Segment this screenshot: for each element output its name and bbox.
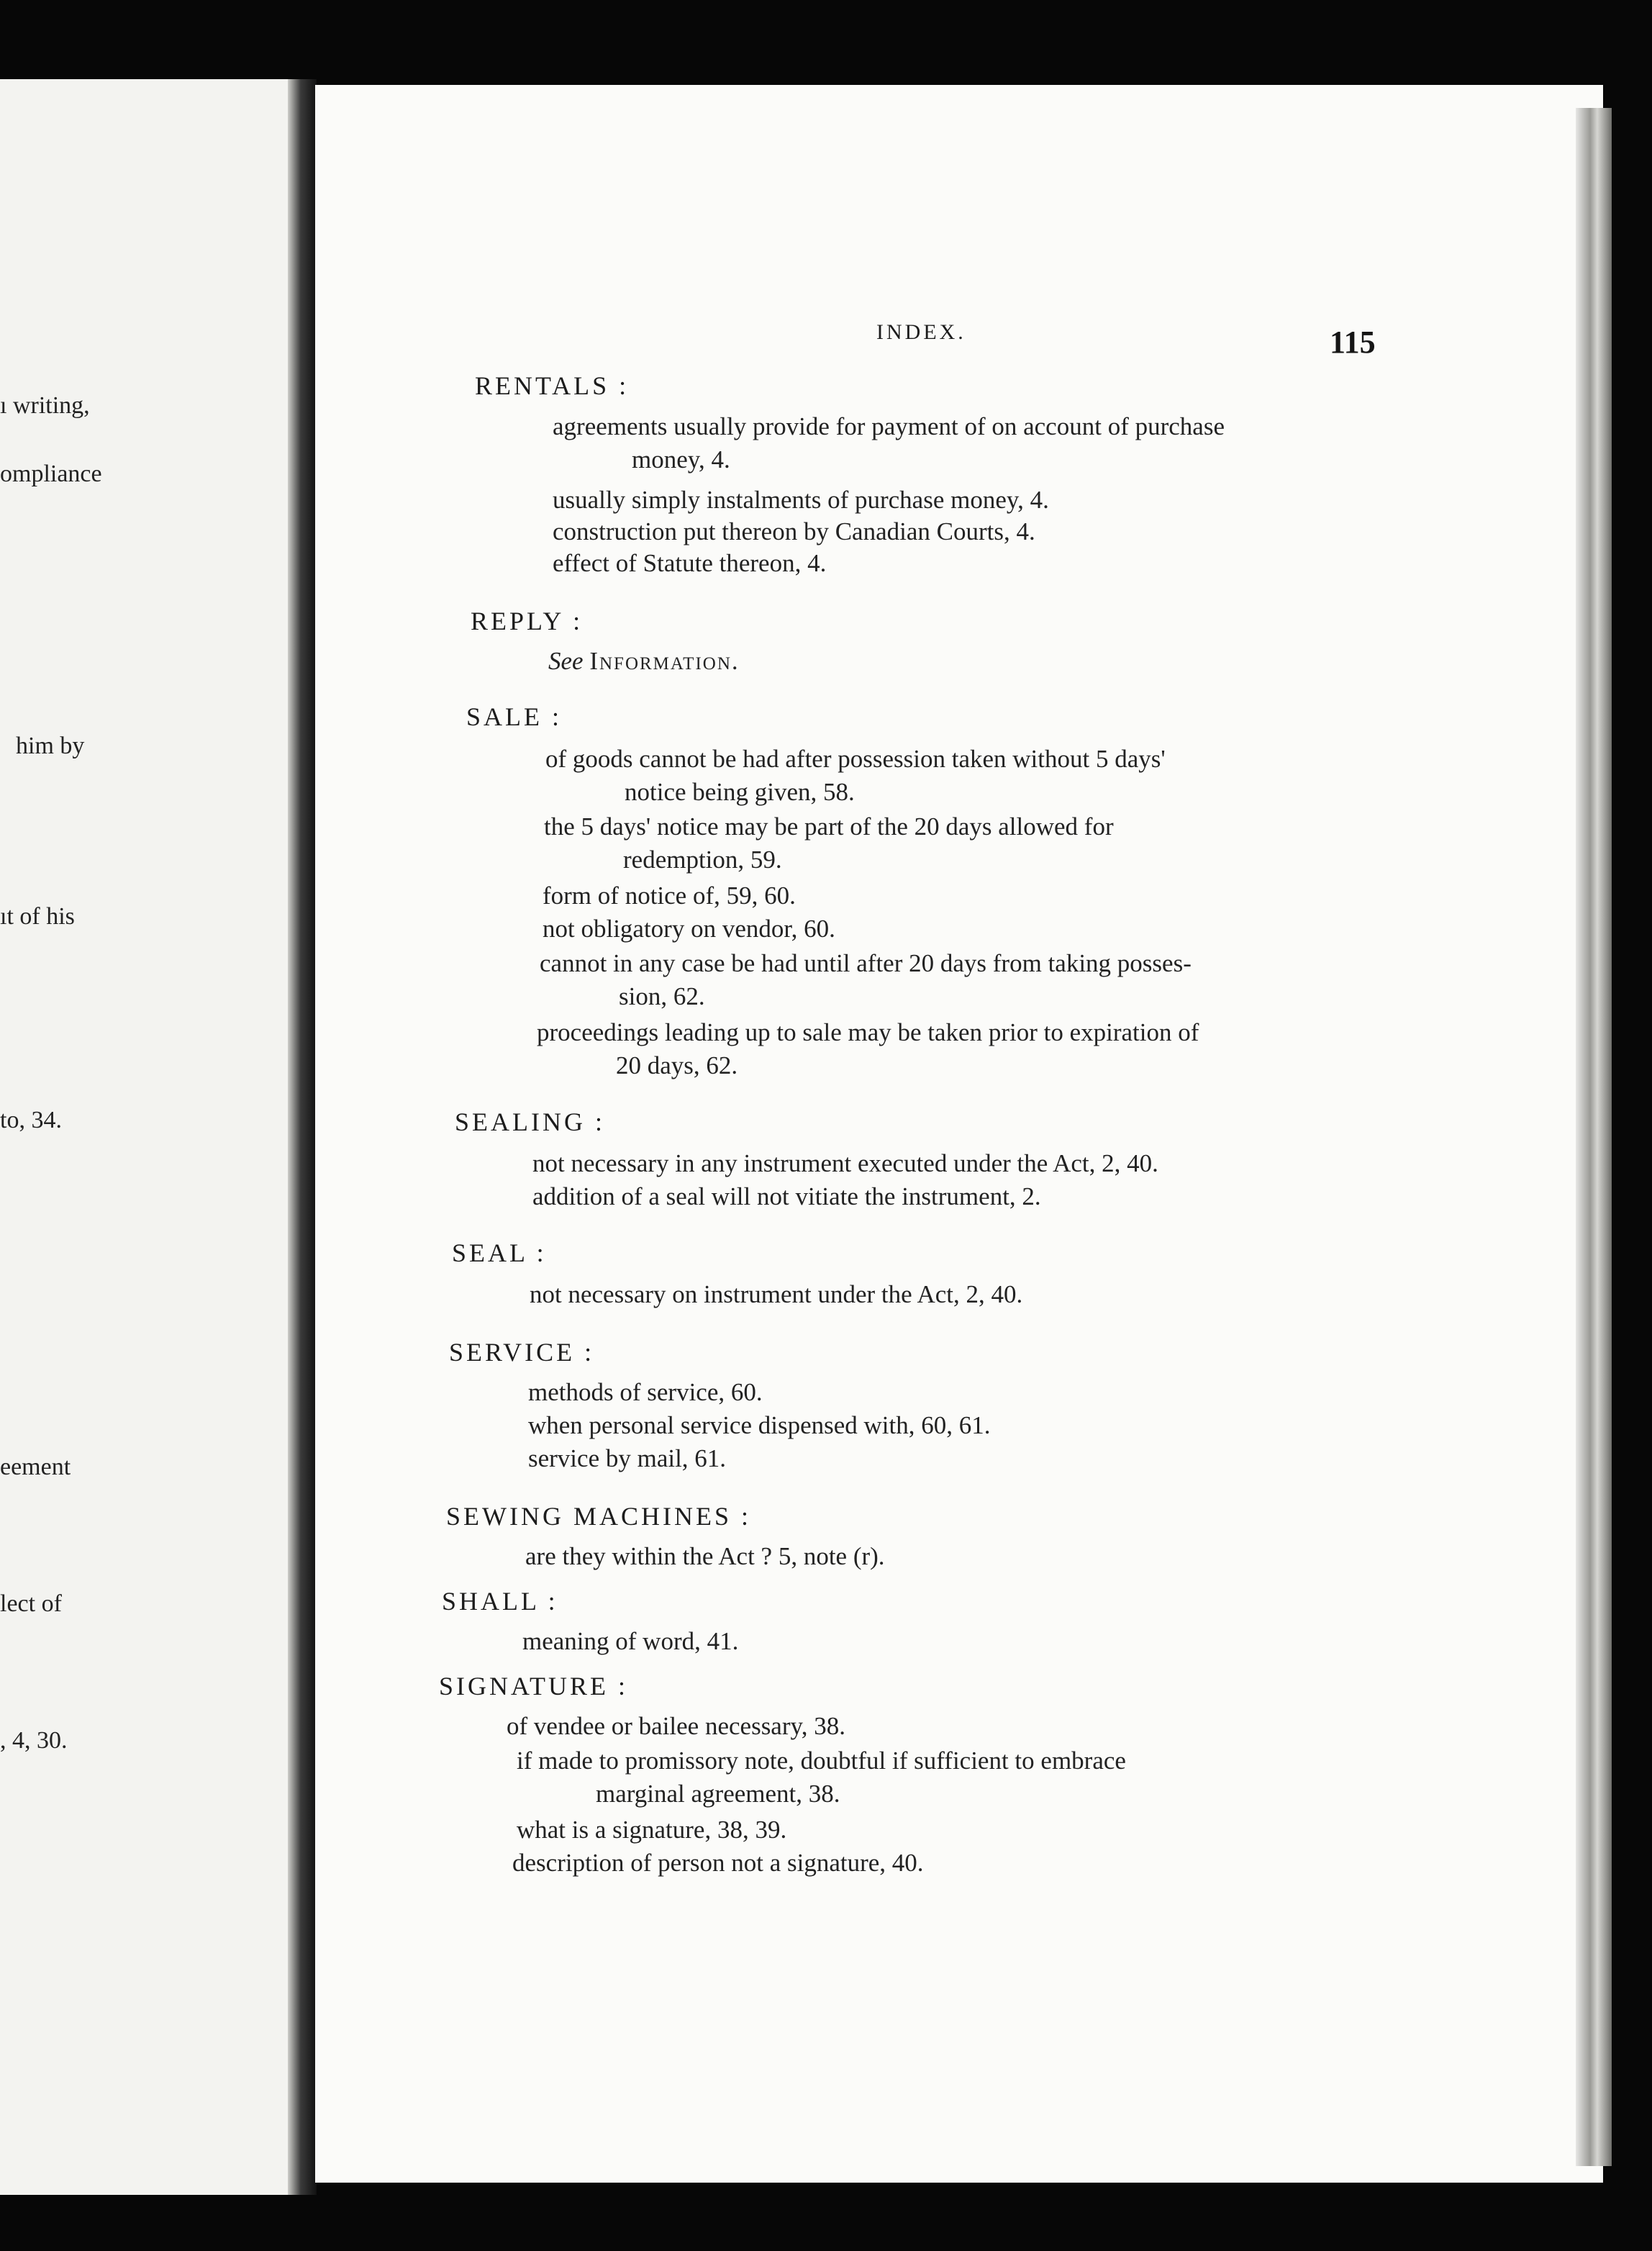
left-page-fragment: ompliance [0,461,102,487]
index-entry [545,743,1166,809]
index-entry [540,947,1192,1013]
entry-text: of goods cannot be had after possession taken without 5 days' [545,745,1166,773]
entry-text: cannot in any case be had until after 20 days from taking posses- [540,949,1192,977]
page-gutter [288,79,317,2195]
index-entry [517,1813,786,1847]
entry-continuation: marginal agreement, 38. [596,1780,840,1808]
entry-text: effect of Statute thereon, 4. [553,549,827,577]
index-entry [528,1409,991,1442]
index-entry [507,1710,845,1743]
index-heading: REPLY : [471,607,584,635]
entry-text: form of notice of, 59, 60. [543,882,796,910]
entry-text: not necessary in any instrument executed under the Act, 2, 40. [532,1149,1158,1177]
index-entry [543,912,835,946]
index-entry [532,1180,1041,1213]
index-heading: SEWING MACHINES : [446,1502,751,1531]
index-entry [553,515,1035,548]
index-entry [543,879,796,912]
index-entry [553,484,1049,517]
index-heading: SERVICE : [449,1338,595,1367]
index-entry [548,645,740,678]
index-heading: RENTALS : [475,371,630,400]
index-entry [532,1147,1158,1180]
index-entry [537,1016,1199,1082]
index-entry [528,1442,726,1475]
index-entry [553,410,1225,476]
entry-text: description of person not a signature, 40. [512,1849,924,1877]
entry-text: are they within the Act ? 5, note (r). [525,1542,885,1570]
index-entry [512,1847,924,1880]
entry-text: agreements usually provide for payment of on account of purchase [553,412,1225,440]
entry-continuation: notice being given, 58. [625,778,855,806]
index-heading: SEAL : [452,1238,547,1267]
entry-text: not obligatory on vendor, 60. [543,915,835,943]
index-entry [528,1376,763,1409]
entry-text: of vendee or bailee necessary, 38. [507,1712,845,1740]
entry-text: usually simply instalments of purchase money, 4. [553,486,1049,514]
left-page-fragment: ıt of his [0,903,75,930]
index-entry [553,547,826,580]
index-heading: SHALL : [442,1587,558,1616]
entry-text: construction put thereon by Canadian Courts, 4. [553,517,1035,545]
entry-continuation: redemption, 59. [623,846,782,874]
cross-reference: Information. [589,647,740,675]
page-edge [1576,108,1612,2166]
running-head: INDEX. [876,320,966,344]
index-entry [517,1744,1126,1811]
entry-text: meaning of word, 41. [522,1627,739,1655]
entry-text: what is a signature, 38, 39. [517,1816,787,1844]
index-heading: SIGNATURE : [439,1672,629,1700]
index-heading: SEALING : [455,1108,605,1136]
entry-text: the 5 days' notice may be part of the 20 days allowed for [544,812,1114,841]
entry-continuation: sion, 62. [619,982,705,1010]
left-page-fragment: ı writing, [0,392,90,419]
index-entry [522,1625,738,1658]
index-entry [530,1278,1022,1311]
entry-text: proceedings leading up to sale may be taken prior to expiration of [537,1018,1199,1046]
entry-text: addition of a seal will not vitiate the instrument, 2. [532,1182,1041,1210]
entry-continuation: 20 days, 62. [616,1051,738,1079]
left-page-fragment: him by [16,733,85,759]
page-number: 115 [1330,325,1376,360]
index-entry [525,1540,885,1573]
left-page-fragment: lect of [0,1590,62,1617]
left-page-fragment: , 4, 30. [0,1727,68,1754]
index-entry [544,810,1114,877]
left-page-fragment: to, 34. [0,1107,62,1133]
entry-text: not necessary on instrument under the Act, 2, 40. [530,1280,1023,1308]
entry-text: service by mail, 61. [528,1444,727,1472]
entry-continuation: money, 4. [632,445,730,474]
entry-text: when personal service dispensed with, 60, 61. [528,1411,991,1439]
left-page-fragment: eement [0,1454,71,1480]
entry-text: methods of service, 60. [528,1378,763,1406]
entry-text: if made to promissory note, doubtful if sufficient to embrace [517,1747,1126,1775]
index-heading: SALE : [466,702,563,731]
see-label: See [548,647,584,675]
